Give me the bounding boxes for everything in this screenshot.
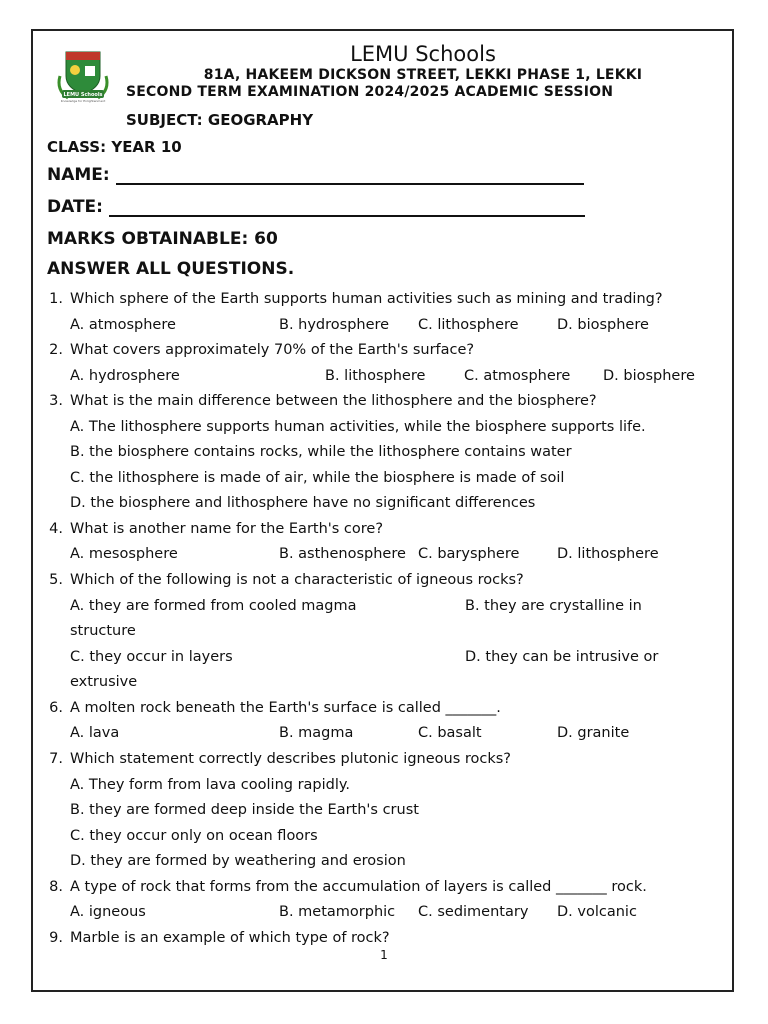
date-label: DATE:	[47, 197, 103, 217]
option: B. asthenosphere	[279, 546, 406, 562]
option: B. magma	[279, 725, 354, 741]
question-text: A molten rock beneath the Earth's surface is called _______.	[70, 700, 501, 716]
question-number: 7.	[49, 751, 63, 767]
question-text: What covers approximately 70% of the Earth's surface?	[70, 342, 475, 358]
option: A. They form from lava cooling rapidly.	[70, 777, 351, 793]
marks-obtainable: MARKS OBTAINABLE: 60	[47, 229, 278, 249]
option: A. lava	[70, 725, 120, 741]
option: B. the biosphere contains rocks, while the lithosphere contains water	[70, 444, 572, 460]
option: A. hydrosphere	[70, 368, 180, 384]
question-text: What is another name for the Earth's core?	[70, 521, 384, 537]
question-text: Which sphere of the Earth supports human activities such as mining and trading?	[70, 291, 663, 307]
question-text: Marble is an example of which type of rock?	[70, 930, 390, 946]
name-label: NAME:	[47, 165, 110, 185]
option: D. they can be intrusive or	[465, 649, 659, 665]
question-number: 4.	[49, 521, 63, 537]
option: D. volcanic	[557, 904, 637, 920]
question-text: Which of the following is not a characteristic of igneous rocks?	[70, 572, 524, 588]
option-continuation: structure	[70, 623, 136, 639]
question-text: A type of rock that forms from the accumulation of layers is called _______ rock.	[70, 879, 647, 895]
option-continuation: extrusive	[70, 674, 138, 690]
school-name: LEMU Schools	[350, 42, 496, 66]
option: C. they occur only on ocean floors	[70, 828, 318, 844]
question-number: 6.	[49, 700, 63, 716]
option: C. the lithosphere is made of air, while the biosphere is made of soil	[70, 470, 565, 486]
option: C. lithosphere	[418, 317, 519, 333]
option: D. biosphere	[557, 317, 649, 333]
option: D. biosphere	[603, 368, 695, 384]
page-number: 1	[380, 948, 388, 962]
option: D. lithosphere	[557, 546, 659, 562]
class-line: CLASS: YEAR 10	[47, 138, 182, 156]
question-number: 3.	[49, 393, 63, 409]
question-number: 9.	[49, 930, 63, 946]
instructions: ANSWER ALL QUESTIONS.	[47, 259, 295, 279]
question-number: 1.	[49, 291, 63, 307]
name-fill-line[interactable]	[116, 169, 584, 185]
option: A. mesosphere	[70, 546, 178, 562]
svg-text:LEMU Schools: LEMU Schools	[63, 92, 103, 98]
question-text: What is the main difference between the lithosphere and the biosphere?	[70, 393, 597, 409]
option: C. they occur in layers	[70, 649, 233, 665]
question-number: 2.	[49, 342, 63, 358]
date-fill-line[interactable]	[109, 201, 585, 217]
exam-title: SECOND TERM EXAMINATION 2024/2025 ACADEMIC SESSION	[126, 84, 614, 100]
option: B. lithosphere	[325, 368, 426, 384]
option: A. they are formed from cooled magma	[70, 598, 357, 614]
name-field-row	[47, 165, 584, 185]
option: B. hydrosphere	[279, 317, 390, 333]
option: A. The lithosphere supports human activities, while the biosphere supports life.	[70, 419, 646, 435]
option: D. granite	[557, 725, 630, 741]
option: C. barysphere	[418, 546, 520, 562]
option: C. sedimentary	[418, 904, 529, 920]
option: C. basalt	[418, 725, 482, 741]
option: C. atmosphere	[464, 368, 571, 384]
option: B. metamorphic	[279, 904, 396, 920]
subject-line: SUBJECT: GEOGRAPHY	[126, 111, 314, 129]
svg-text:Knowledge for Enlightenment: Knowledge for Enlightenment	[60, 99, 106, 103]
option: D. the biosphere and lithosphere have no significant differences	[70, 495, 536, 511]
question-number: 5.	[49, 572, 63, 588]
question-text: Which statement correctly describes plutonic igneous rocks?	[70, 751, 511, 767]
question-number: 8.	[49, 879, 63, 895]
date-field-row	[47, 197, 585, 217]
option: A. atmosphere	[70, 317, 176, 333]
option: A. igneous	[70, 904, 146, 920]
option: B. they are formed deep inside the Earth's crust	[70, 802, 419, 818]
school-address: 81A, HAKEEM DICKSON STREET, LEKKI PHASE 1, LEKKI	[203, 67, 643, 83]
option: D. they are formed by weathering and erosion	[70, 853, 406, 869]
option: B. they are crystalline in	[465, 598, 642, 614]
